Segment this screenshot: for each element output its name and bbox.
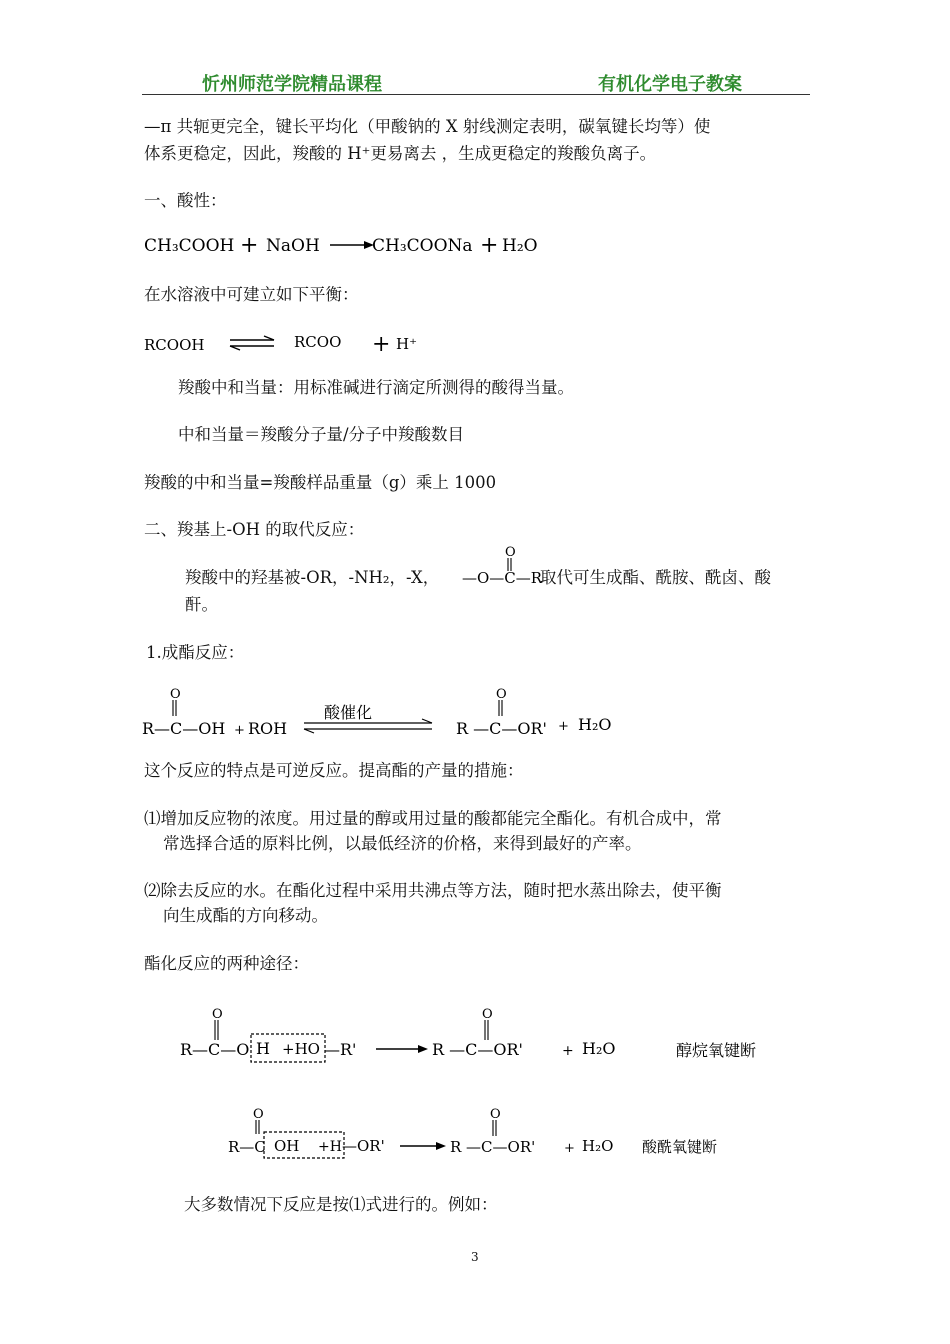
paragraph-equilibrium-intro: 在水溶液中可建立如下平衡： bbox=[144, 285, 359, 304]
eq4-hydrogen: H bbox=[256, 1039, 270, 1058]
eq3-plus-1: + bbox=[234, 723, 245, 738]
equation-pathway-1 bbox=[176, 1004, 796, 1072]
fragment-oxygen: O bbox=[505, 545, 516, 560]
equation-neutralization bbox=[140, 228, 560, 262]
eq5-hydroxyl: OH bbox=[274, 1137, 300, 1155]
eq2-reactant: RCOOH bbox=[144, 336, 205, 354]
eq4-hydroxy: +HO bbox=[282, 1040, 320, 1058]
equation-pathway-2 bbox=[224, 1100, 764, 1168]
header-doc-title: 有机化学电子教案 bbox=[598, 74, 742, 95]
section-substitution-heading: 二、羧基上-OH 的取代反应： bbox=[144, 520, 365, 539]
paragraph-measure-1-line-1: ⑴增加反应物的浓度。用过量的醇或用过量的酸都能完全酯化。有机合成中，常 bbox=[144, 809, 722, 828]
eq5-ester: R —C—OR' bbox=[450, 1138, 536, 1156]
eq5-oxygen-2: O bbox=[490, 1107, 501, 1122]
paragraph-substitution-line-2: 酐。 bbox=[185, 595, 218, 614]
eq3-catalyst-label: 酸催化 bbox=[324, 703, 373, 722]
eq3-oxygen-2: O bbox=[496, 687, 507, 702]
eq3-acid: R—C—OH bbox=[142, 719, 226, 738]
eq1-product-2: H₂O bbox=[502, 236, 538, 256]
paragraph-measure-2-line-2: 向生成酯的方向移动。 bbox=[163, 906, 328, 925]
paragraph-two-pathways: 酯化反应的两种途径： bbox=[144, 954, 309, 973]
paragraph-substitution-line-1b: 取代可生成酯、酰胺、酰卤、酸 bbox=[540, 568, 771, 587]
eq2-plus: + bbox=[372, 332, 391, 357]
header-course-title: 忻州师范学院精品课程 bbox=[202, 74, 382, 95]
eq4-plus: + bbox=[562, 1043, 574, 1059]
eq4-oxygen-1: O bbox=[212, 1007, 223, 1022]
section-esterification-heading: 1.成酯反应： bbox=[146, 643, 245, 662]
paragraph-example-intro: 大多数情况下反应是按⑴式进行的。例如： bbox=[184, 1195, 498, 1214]
eq4-ester: R —C—OR' bbox=[432, 1040, 523, 1059]
eq1-plus-2: + bbox=[480, 233, 499, 258]
eq3-alcohol: ROH bbox=[248, 719, 288, 738]
page-number: 3 bbox=[471, 1250, 479, 1264]
eq5-hydrogen: +H bbox=[318, 1139, 342, 1155]
eq1-plus-1: + bbox=[240, 233, 259, 258]
eq4-water: H₂O bbox=[582, 1039, 616, 1058]
eq5-oxygen-1: O bbox=[253, 1107, 264, 1122]
eq3-water: H₂O bbox=[578, 715, 612, 734]
equation-esterification bbox=[140, 684, 620, 744]
eq3-plus-2: + bbox=[558, 719, 569, 734]
paragraph-equivalent-weight: 羧酸的中和当量=羧酸样品重量（g）乘上 1000 bbox=[144, 473, 497, 492]
eq1-reactant-2: NaOH bbox=[266, 236, 320, 256]
eq4-label: 醇烷氧键断 bbox=[676, 1041, 757, 1060]
eq2-product-1: RCOO bbox=[294, 333, 342, 351]
eq4-acid: R—C—O bbox=[180, 1040, 250, 1059]
paragraph-1-line-2: 体系更稳定，因此，羧酸的 H⁺更易离去 ，生成更稳定的羧酸负离子。 bbox=[144, 144, 657, 163]
eq3-ester: R —C—OR' bbox=[456, 719, 547, 738]
eq3-oxygen-1: O bbox=[170, 687, 181, 702]
paragraph-equivalent-formula: 中和当量＝羧酸分子量/分子中羧酸数目 bbox=[178, 425, 465, 444]
equation-equilibrium bbox=[140, 326, 440, 360]
eq1-reactant-1: CH₃COOH bbox=[144, 236, 235, 256]
eq5-acid: R—C bbox=[228, 1138, 266, 1156]
eq2-product-2: H⁺ bbox=[396, 335, 417, 353]
fragment-text: —O—C—R bbox=[462, 569, 543, 587]
eq1-product-1: CH₃COONa bbox=[372, 236, 473, 256]
eq4-oxygen-2: O bbox=[482, 1007, 493, 1022]
paragraph-reversible: 这个反应的特点是可逆反应。提高酯的产量的措施： bbox=[144, 761, 524, 780]
eq5-label: 酸酰氧键断 bbox=[642, 1138, 718, 1156]
section-acidity-heading: 一、酸性： bbox=[144, 191, 227, 210]
paragraph-1-line-1: —π 共轭更完全，键长平均化（甲酸钠的 X 射线测定表明，碳氧键长均等）使 bbox=[144, 117, 711, 136]
paragraph-neutralization-equivalent: 羧酸中和当量：用标准碱进行滴定所测得的酸得当量。 bbox=[178, 378, 574, 397]
paragraph-measure-1-line-2: 常选择合适的原料比例，以最低经济的价格，来得到最好的产率。 bbox=[163, 834, 642, 853]
header-divider bbox=[142, 94, 810, 95]
eq5-alkoxy: —OR' bbox=[342, 1137, 385, 1155]
eq5-water: H₂O bbox=[582, 1137, 614, 1155]
eq5-plus: + bbox=[564, 1141, 575, 1156]
paragraph-substitution-line-1a: 羧酸中的羟基被-OR，-NH₂，-X， bbox=[185, 568, 440, 587]
paragraph-measure-2-line-1: ⑵除去反应的水。在酯化过程中采用共沸点等方法，随时把水蒸出除去，使平衡 bbox=[144, 881, 722, 900]
acyloxy-fragment bbox=[460, 543, 550, 591]
eq4-alkyl: —R' bbox=[324, 1040, 357, 1059]
